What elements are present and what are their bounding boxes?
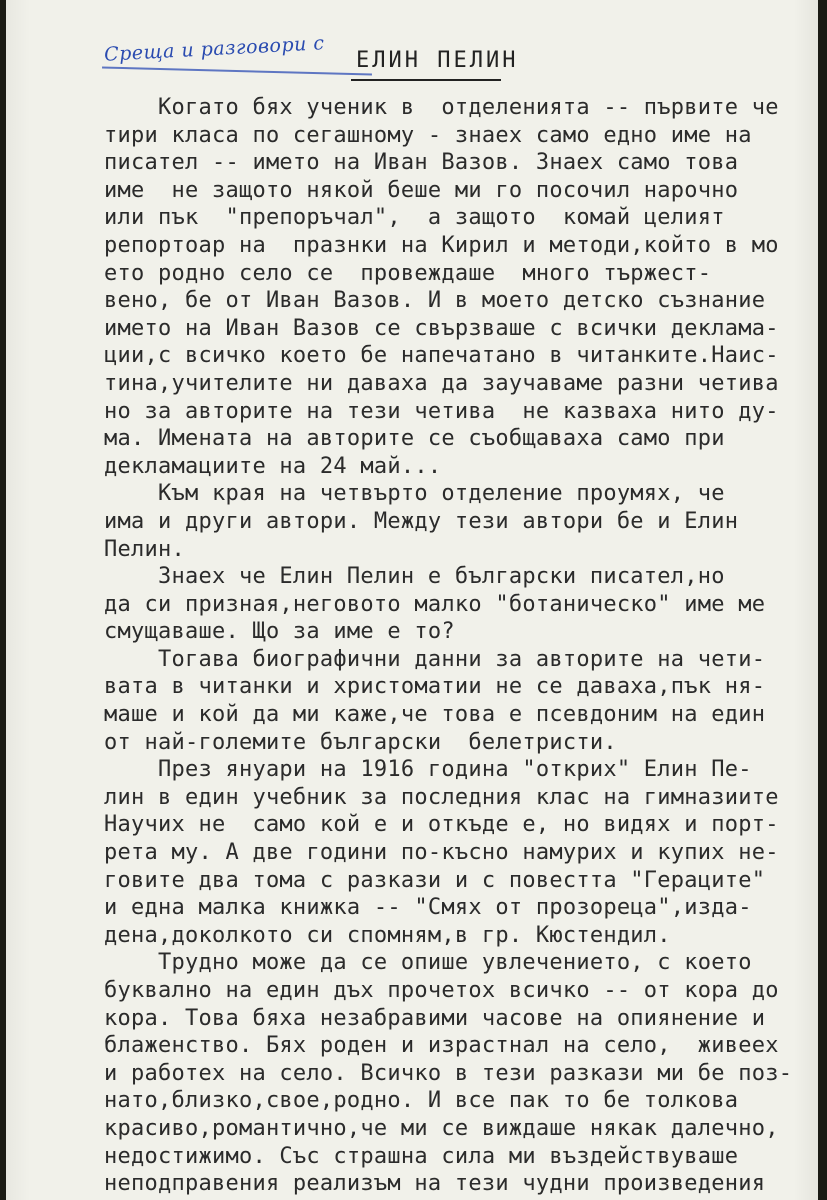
text-line: блаженство. Бях роден и израстнал на село, живеех bbox=[104, 1033, 779, 1059]
text-line: маше и кой да ми каже,че това е псевдоним на един bbox=[104, 702, 766, 728]
text-line: буквално на един дъх прочетох всичко -- от кора до bbox=[104, 978, 779, 1003]
text-line: име не защото някой беше ми го посочил нарочно bbox=[104, 177, 739, 203]
text-line: рета му. А две години по-късно намурих и купих не- bbox=[104, 840, 779, 866]
text-line: декламациите на 24 май... bbox=[104, 453, 442, 479]
text-line: и една малка книжка -- "Смях от прозореца",издa- bbox=[104, 895, 752, 921]
text-line: вено, бе от Иван Вазов. И в моето детско съзнание bbox=[104, 288, 766, 314]
handwritten-underline bbox=[102, 66, 372, 75]
text-line: нато,близко,свое,родно. И все пак то бе толкова bbox=[104, 1088, 739, 1114]
text-line: Трудно може да се опише увлечението, с което bbox=[104, 950, 752, 976]
typed-body-text bbox=[104, 94, 804, 1198]
text-line: ции,с всичко което бе напечатано в читанките.Наис- bbox=[104, 343, 779, 369]
page-title: ЕЛИН ПЕЛИН bbox=[356, 48, 519, 73]
text-line: тина,учителите ни даваха да заучаваме разни четива bbox=[104, 370, 779, 396]
text-line: Знаех че Елин Пелин е български писател,но bbox=[104, 564, 725, 590]
text-line: вата в читанки и христоматии не се даваха,пък ня- bbox=[104, 674, 766, 700]
text-line: неподправения реализъм на тези чудни произведения bbox=[104, 1171, 766, 1197]
text-line: от най-големите български белетристи. bbox=[104, 729, 617, 755]
text-line: Тогава биографични данни за авторите на чети- bbox=[104, 646, 766, 672]
text-line: недостижимо. Със страшна сила ми въздействуваше bbox=[104, 1143, 739, 1169]
text-line: красиво,романтично,че ми се виждаше някак далечно, bbox=[104, 1115, 779, 1141]
text-line: има и други автори. Между тези автори бе и Елин bbox=[104, 508, 739, 534]
text-line: репортоар на празнки на Кирил и методи,който в мо bbox=[104, 232, 779, 258]
text-line: говите два тома с разкази и с повестта "Гераците" bbox=[104, 867, 766, 893]
text-line: кора. Това бяха незабравими часове на опиянение и bbox=[104, 1005, 766, 1031]
text-line: Когато бях ученик в отделенията -- първите че bbox=[104, 95, 779, 120]
text-line: и работех на село. Всичко в тези разкази ми бе поз- bbox=[104, 1060, 793, 1086]
text-line: дена,доколкото си спомням,в гр. Кюстендил. bbox=[104, 922, 671, 948]
document-page bbox=[6, 0, 818, 1200]
text-line: лин в един учебник за последния клас на гимназиите bbox=[104, 784, 779, 810]
text-line: тири класа по сегашному - знаех само едно име на bbox=[104, 122, 752, 148]
text-line: или пък "препоръчал", а защото комай целият bbox=[104, 205, 725, 231]
text-line: името на Иван Вазов се свързваше с всички деклама- bbox=[104, 315, 779, 341]
text-line: ето родно село се провеждаше много тържест- bbox=[104, 260, 712, 286]
title-underline bbox=[351, 79, 501, 81]
text-line: Пелин. bbox=[104, 536, 185, 562]
text-line: Научих не само кой е и откъде е, но видях и порт- bbox=[104, 812, 779, 838]
text-line: ма. Имената на авторите се съобщаваха само при bbox=[104, 426, 725, 452]
text-line: писател -- името на Иван Вазов. Знаех само това bbox=[104, 150, 739, 176]
text-line: Към края на четвърто отделение проумях, че bbox=[104, 481, 725, 507]
handwritten-note: Среща и разговори с bbox=[103, 32, 326, 66]
text-line: През януари на 1916 година "открих" Елин Пе- bbox=[104, 757, 752, 783]
text-line: смущаваше. Що за име е то? bbox=[104, 619, 455, 645]
text-line: но за авторите на тези четива не казваха нито ду- bbox=[104, 398, 779, 424]
text-line: да си призная,неговото малко "ботаническо" име ме bbox=[104, 591, 766, 617]
